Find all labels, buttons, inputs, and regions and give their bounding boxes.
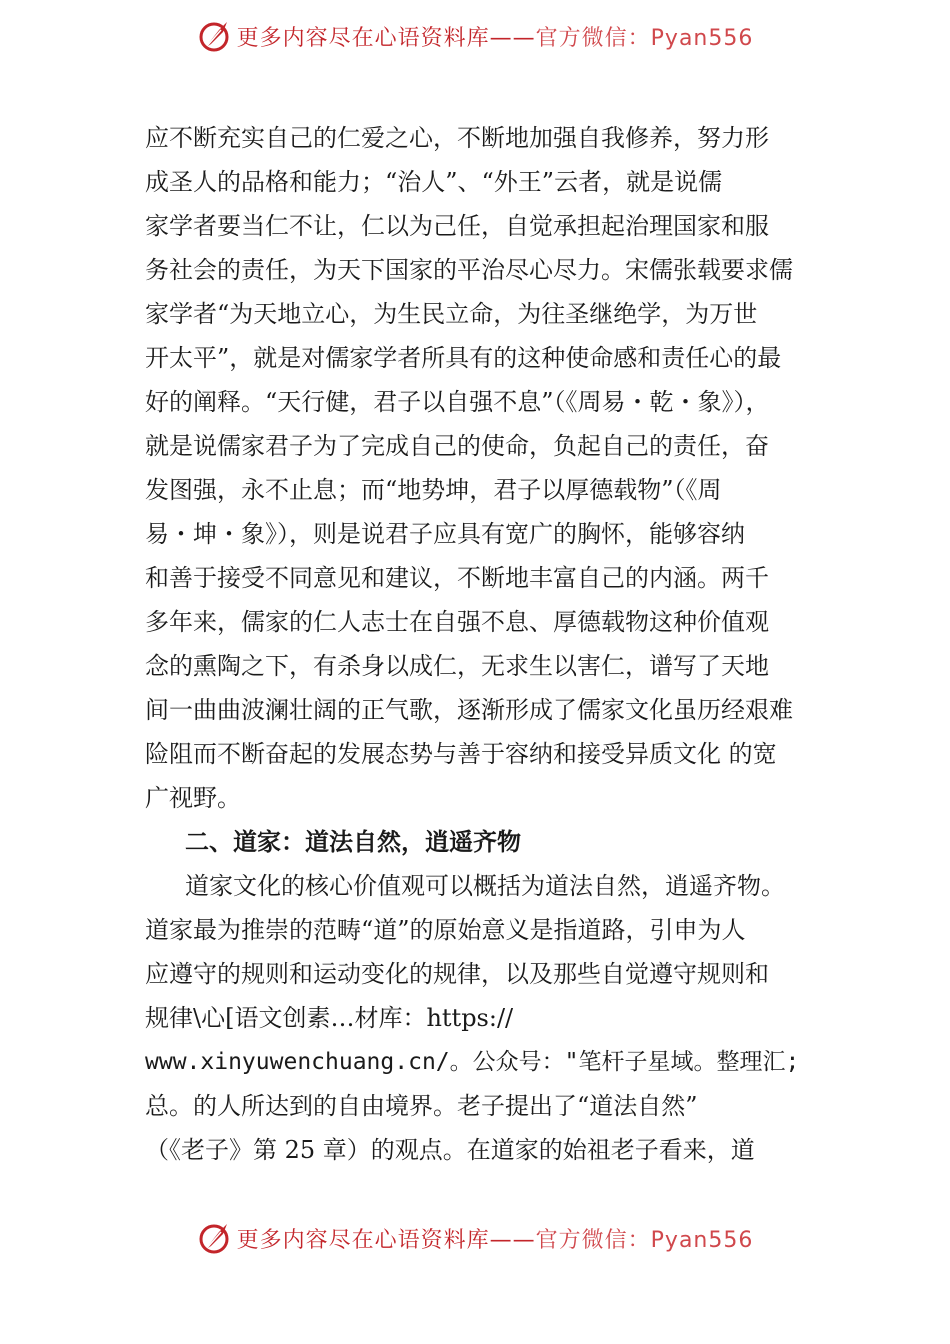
document-body	[145, 116, 845, 1172]
footer-wechat-label: 官方微信：	[535, 1227, 651, 1253]
footer-banner	[0, 1216, 950, 1260]
body-line: 开太平”，就是对儒家学者所具有的这种使命感和责任心的最	[145, 344, 782, 372]
body-line: 应不断充实自己的仁爱之心，不断地加强自我修养，努力形	[145, 124, 769, 152]
paragraph-line: 总。的人所达到的自由境界。老子提出了“道法自然”	[145, 1092, 698, 1120]
quill-pen-logo-icon	[197, 1220, 233, 1256]
body-line: 易・坤・象》），则是说君子应具有宽广的胸怀，能够容纳	[145, 520, 745, 548]
paragraph-line: （《老子》第 25 章）的观点。在道家的始祖老子看来，道	[145, 1136, 755, 1164]
paragraph-line: 规律\心[语文创素…材库：https://	[145, 1004, 514, 1032]
body-line: 成圣人的品格和能力；“治人”、“外王”云者，就是说儒	[145, 168, 723, 196]
header-banner	[0, 14, 950, 58]
banner-site-name: 更多内容尽在心语资料库	[236, 25, 490, 51]
body-line: 发图强，永不止息；而“地势坤，君子以厚德载物”（《周	[145, 476, 722, 504]
footer-site-name: 更多内容尽在心语资料库	[236, 1227, 490, 1253]
body-line: 多年来，儒家的仁人志士在自强不息、厚德载物这种价值观	[145, 608, 769, 636]
body-line: 家学者要当仁不让，仁以为己任，自觉承担起治理国家和服	[145, 212, 769, 240]
quill-pen-logo-icon	[197, 18, 233, 54]
paragraph-line: 道家文化的核心价值观可以概括为道法自然，逍遥齐物。	[185, 872, 785, 900]
banner-wechat-id: Pyan556	[650, 25, 754, 51]
section-heading: 二、道家：道法自然，逍遥齐物	[185, 828, 521, 856]
banner-separator: ——	[489, 25, 536, 51]
body-line: 和善于接受不同意见和建议，不断地丰富自己的内涵。两千	[145, 564, 769, 592]
paragraph-line: www.xinyuwenchuang.cn/。公众号："笔杆子星域。整理汇;	[145, 1049, 800, 1075]
body-line: 间一曲曲波澜壮阔的正气歌，逐渐形成了儒家文化虽历经艰难	[145, 696, 793, 724]
footer-separator: ——	[489, 1227, 536, 1253]
footer-wechat-id: Pyan556	[650, 1227, 754, 1253]
body-line: 就是说儒家君子为了完成自己的使命，负起自己的责任，奋	[145, 432, 769, 460]
footer-title	[237, 1223, 754, 1254]
body-line: 广视野。	[145, 784, 241, 812]
paragraph-line: 道家最为推崇的范畴“道”的原始意义是指道路，引申为人	[145, 916, 746, 944]
body-line: 家学者“为天地立心，为生民立命，为往圣继绝学，为万世	[145, 300, 758, 328]
banner-title	[237, 21, 754, 52]
paragraph-line: 应遵守的规则和运动变化的规律，以及那些自觉遵守规则和	[145, 960, 769, 988]
body-line: 念的熏陶之下，有杀身以成仁，无求生以害仁，谱写了天地	[145, 652, 769, 680]
body-line: 务社会的责任，为天下国家的平治尽心尽力。宋儒张载要求儒	[145, 256, 793, 284]
body-line: 险阻而不断奋起的发展态势与善于容纳和接受异质文化 的宽	[145, 740, 777, 768]
body-line: 好的阐释。“天行健，君子以自强不息”（《周易・乾・象》），	[145, 388, 770, 416]
banner-wechat-label: 官方微信：	[535, 25, 651, 51]
